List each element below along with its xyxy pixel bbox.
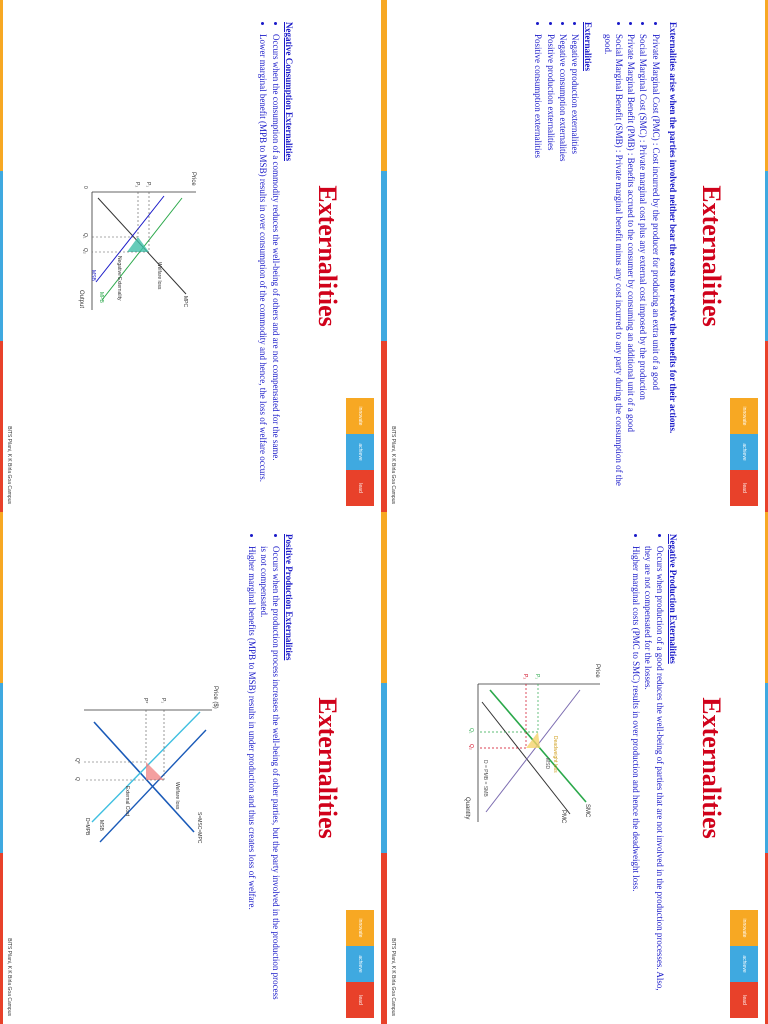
list-item: • Social Marginal Cost (SMC) : Private marginal cost plus any external cost imposed by the production <box>637 34 648 492</box>
q-star-label: Q* <box>74 758 80 764</box>
slide-title: Externalities <box>313 185 342 327</box>
negative-consumption-chart <box>74 170 204 320</box>
slide-footer: BITS Pilani, K K Birla Goa Campus <box>390 426 396 504</box>
y-axis-label: Price <box>190 172 196 186</box>
origin-label: 0 <box>82 186 88 189</box>
bullet-list <box>257 22 281 492</box>
p2-label: P₂ <box>522 674 528 680</box>
list-item: • Social Marginal Benefit (SMB) : Private marginal benefit minus any cost incurred to any party during the consumption of the good. <box>602 34 625 492</box>
types-list <box>532 22 580 492</box>
top-color-bar <box>381 512 384 1024</box>
bottom-color-bar <box>0 512 3 1024</box>
slide-externalities-intro <box>384 0 768 512</box>
slide-footer: BITS Pilani, K K Birla Goa Campus <box>6 426 12 504</box>
supply-label: S=MSC=MPC <box>196 812 202 844</box>
bottom-color-bar <box>384 512 387 1024</box>
p1-label: P₁ <box>160 698 166 704</box>
bits-logo: innovate achieve lead <box>346 398 374 506</box>
slide-title: Externalities <box>697 185 726 327</box>
p1-label: P₁ <box>145 182 151 188</box>
demand-label: D = PMB = SMB <box>482 760 488 797</box>
p1-label: P₁ <box>534 674 540 680</box>
pmc-label: PMC <box>560 810 566 824</box>
external-cost-label: External Cost <box>124 786 130 817</box>
intro-text: Externalities arise when the parties involved neither bear the costs nor receive the benefits for their actions. <box>668 22 678 434</box>
slide-content <box>629 534 678 1004</box>
welfare-loss-label: Welfare loss <box>174 782 180 810</box>
mpb-label: MPB <box>98 292 104 303</box>
list-item: • Positive production externalities <box>545 34 556 492</box>
slide-footer: BITS Pilani, K K Birla Goa Campus <box>6 938 12 1016</box>
bullet-list <box>246 534 281 1004</box>
y-axis-label: Price ($) <box>212 686 218 709</box>
positive-production-chart <box>74 682 224 852</box>
list-item: • Positive consumption externalities <box>532 34 543 492</box>
slide-positive-production <box>0 512 384 1024</box>
bullet-list <box>630 534 665 1004</box>
welfare-loss-label: Welfare loss <box>156 262 162 290</box>
slide-content <box>531 22 678 492</box>
section-heading: Negative Consumption Externalities <box>284 22 294 161</box>
negative-externality-label: Negative Externality <box>116 256 122 301</box>
msd-label: MSD <box>544 758 550 770</box>
smc-label: SMC <box>584 804 590 818</box>
list-item: • Occurs when the production process increases the well-being of other parties, but the party involved in the production process is not compensated. <box>258 546 281 1004</box>
list-item: • Private Marginal Benefit (PMB) : Benefits accrued to the consumer by consuming an additional unit of a good <box>625 34 636 492</box>
q-label: Q <box>74 777 80 781</box>
p2-label: P₂ <box>134 182 140 188</box>
list-item: • Lower marginal benefit (MPB to MSB) results in over consumption of the commodity and hence, the loss of welfare occurs. <box>257 34 268 492</box>
x-axis-label: Quantity <box>464 797 470 820</box>
q2-label: Q₂ <box>468 744 474 750</box>
list-item: • Occurs when the consumption of a commodity reduces the well-being of others and are not compensated for the same. <box>270 34 281 492</box>
slide-footer: BITS Pilani, K K Birla Goa Campus <box>390 938 396 1016</box>
msb-label: MSB <box>98 820 104 831</box>
msb-label: MSB <box>90 270 96 281</box>
list-item: • Negative production externalities <box>569 34 580 492</box>
bits-logo: innovate achieve lead <box>346 910 374 1018</box>
top-color-bar <box>381 0 384 512</box>
demand-label: D=MPB <box>84 818 90 836</box>
slide-negative-production <box>384 512 768 1024</box>
definitions-list <box>602 22 661 492</box>
slide-content <box>256 22 294 492</box>
dwl-label: Deadweight loss <box>552 736 558 773</box>
slide-title: Externalities <box>313 697 342 839</box>
negative-production-chart <box>458 662 608 832</box>
bits-logo: innovate achieve lead <box>730 398 758 506</box>
y-axis-label: Price <box>594 664 600 678</box>
types-heading: Externalities <box>583 22 594 71</box>
x-axis-label: Output <box>78 290 84 309</box>
list-item: • Occurs when production of a good reduces the well-being of parties that are not involved in the production processes. Also, they are not compensated for the losses. <box>642 546 665 1004</box>
p-star-label: P* <box>142 698 148 704</box>
bits-logo: innovate achieve lead <box>730 910 758 1018</box>
list-item: • Negative consumption externalities <box>557 34 568 492</box>
q1-label: Q₁ <box>82 233 88 239</box>
q1-label: Q₁ <box>468 728 474 734</box>
q2-label: Q₂ <box>82 248 88 254</box>
bottom-color-bar <box>0 0 3 512</box>
list-item: • Private Marginal Cost (PMC) : Cost incurred by the producer for producing an extra unit of a good <box>650 34 661 492</box>
bottom-color-bar <box>384 0 387 512</box>
slide-content <box>245 534 294 1004</box>
list-item: • Higher marginal benefits (MPB to MSB) results in under production and thus creates loss of welfare. <box>246 546 257 1004</box>
section-heading: Negative Production Externalities <box>668 534 678 664</box>
section-heading: Positive Production Externalities <box>284 534 294 661</box>
slide-title: Externalities <box>697 697 726 839</box>
slide-negative-consumption <box>0 0 384 512</box>
mpc-label: MPC <box>182 296 188 308</box>
list-item: • Higher marginal costs (PMC to SMC) results in over production and hence the deadweight loss. <box>630 546 641 1004</box>
